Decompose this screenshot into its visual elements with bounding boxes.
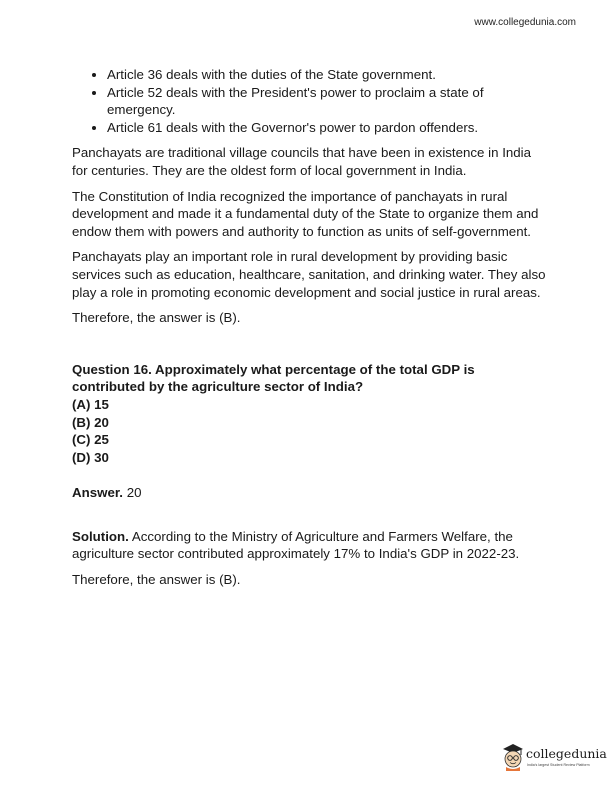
option-b: (B) 20 [72,414,109,430]
paragraph-constitution: The Constitution of India recognized the importance of panchayats in rural development and made it a fundamental duty of the State to organize them and endow them with powers and authority to function as units of self-government. [72,188,539,239]
articles-list [72,66,548,136]
paragraph-answer-conclusion: Therefore, the answer is (B). [72,310,241,326]
question-16-title: Question 16. Approximately what percentage of the total GDP is contributed by the agriculture sector of India? [72,361,475,395]
page-content [72,66,548,597]
list-item: • Article 61 deals with the Governor's power to pardon offenders. [107,119,548,137]
solution-label: Solution. [72,528,129,544]
solution-text: According to the Ministry of Agriculture and Farmers Welfare, the agriculture sector contributed approximately 17% to India's GDP in 2022-23. [72,528,520,562]
answer-value: 20 [123,485,142,501]
answer-line [72,484,548,502]
paragraph-panchayats-intro: Panchayats are traditional village councils that have been in existence in India for centuries. They are the oldest form of local government in India. [72,145,532,178]
header-url: www.collegedunia.com [474,17,576,28]
list-item: • Article 36 deals with the duties of the State government. [107,66,548,84]
option-a: (A) 15 [72,396,109,412]
solution-paragraph [72,528,548,563]
option-d: (D) 30 [72,449,109,465]
answer-label: Answer. [72,485,123,501]
option-c: (C) 25 [72,432,109,448]
logo-tagline: India's largest Student Review Platform [527,763,590,767]
logo-wordmark: collegedunia [526,746,607,761]
list-item: • Article 52 deals with the President's power to proclaim a state of emergency. [107,84,548,119]
paragraph-rural-development: Panchayats play an important role in rural development by providing basic services such as education, healthcare, sanitation, and drinking water. They also play a role in promoting economic development and social justice in rural areas. [72,249,546,300]
collegedunia-logo [500,740,607,780]
mascot-icon [500,742,526,772]
question-16-conclusion: Therefore, the answer is (B). [72,572,241,588]
